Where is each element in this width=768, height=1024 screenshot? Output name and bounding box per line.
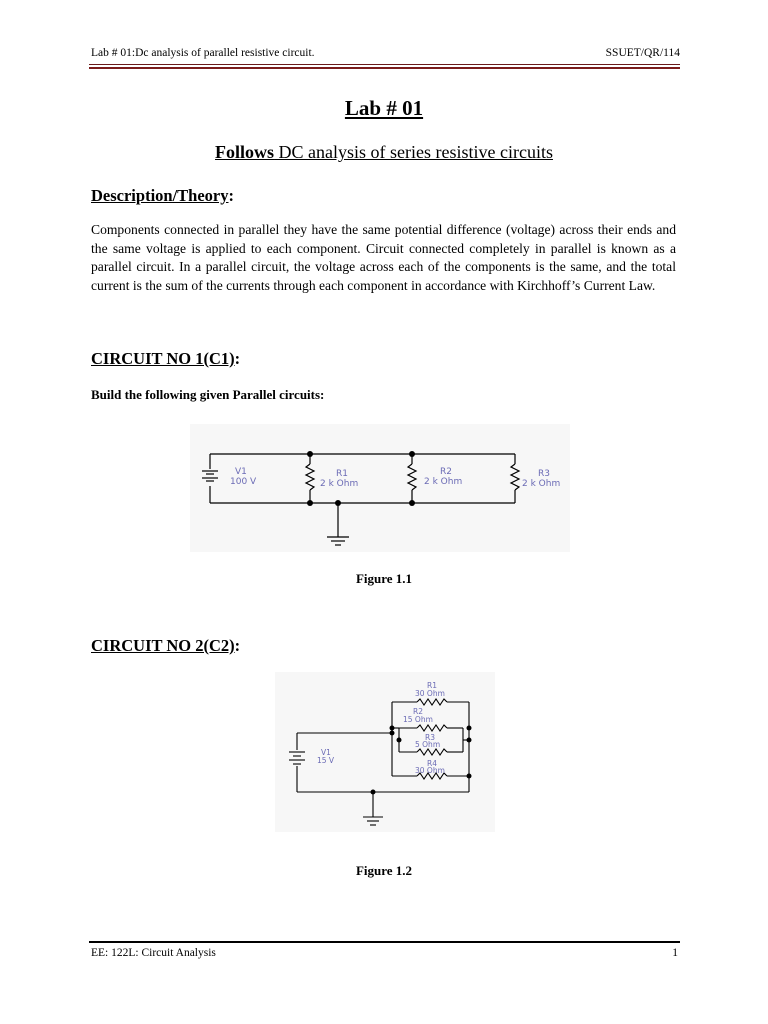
subtitle-rest: DC analysis of series resistive circuits xyxy=(274,142,553,162)
page-number: 1 xyxy=(672,947,678,959)
figure-1-1-caption: Figure 1.1 xyxy=(355,571,413,586)
c1-r2-name: R2 xyxy=(440,467,452,477)
subtitle-bold: Follows xyxy=(215,142,275,162)
figure-1-2-caption: Figure 1.2 xyxy=(355,863,413,878)
description-heading: Description/Theory: xyxy=(91,186,234,205)
c1-r1-value: 2 k Ohm xyxy=(320,479,359,489)
c1-source-value: 100 V xyxy=(230,477,257,487)
c1-r2-value: 2 k Ohm xyxy=(424,477,463,487)
c1-r3-name: R3 xyxy=(538,469,550,479)
c1-source-name: V1 xyxy=(235,467,247,477)
c2-r4-name: R4 xyxy=(427,759,437,768)
c2-r2-value: 15 Ohm xyxy=(403,715,433,724)
page-subtitle xyxy=(0,142,768,163)
c2-r3-name: R3 xyxy=(425,733,435,742)
c2-r4-value: 30 Ohm xyxy=(415,766,445,775)
page-title: Lab # 01 xyxy=(344,96,424,120)
c2-source-value: 15 V xyxy=(317,756,335,765)
circuit2-heading: CIRCUIT NO 2(C2): xyxy=(91,636,241,655)
c2-r2-name: R2 xyxy=(413,707,423,716)
c2-r3-value: 5 Ohm xyxy=(415,740,441,749)
figure-1-2-schematic xyxy=(275,672,495,837)
circuit1-heading: CIRCUIT NO 1(C1): xyxy=(91,349,241,368)
c2-source-name: V1 xyxy=(321,748,331,757)
footer-rule xyxy=(89,941,680,943)
c1-r1-name: R1 xyxy=(336,469,348,479)
header-left-text: Lab # 01:Dc analysis of parallel resistive circuit. xyxy=(91,47,315,59)
description-body: Components connected in parallel they have the same potential difference (voltage) across their ends and the same voltage is applied to each component. Circuit connected completely in parallel is known as a parallel circuit. In a parallel circuit, the voltage across each of the components is the same, and the total current is the sum of the currents through each component in accordance with Kirchhoff’s Current Law. xyxy=(91,222,676,293)
header-rule-thin xyxy=(89,64,680,65)
c2-r1-name: R1 xyxy=(427,681,437,690)
c1-r3-value: 2 k Ohm xyxy=(522,479,561,489)
footer-course: EE: 122L: Circuit Analysis xyxy=(91,947,216,959)
circuit1-instruction: Build the following given Parallel circuits: xyxy=(91,387,325,402)
header-right-text: SSUET/QR/114 xyxy=(605,47,680,59)
header-rule-thick xyxy=(89,67,680,69)
figure-1-1-schematic xyxy=(190,424,570,557)
c2-r1-value: 30 Ohm xyxy=(415,689,445,698)
